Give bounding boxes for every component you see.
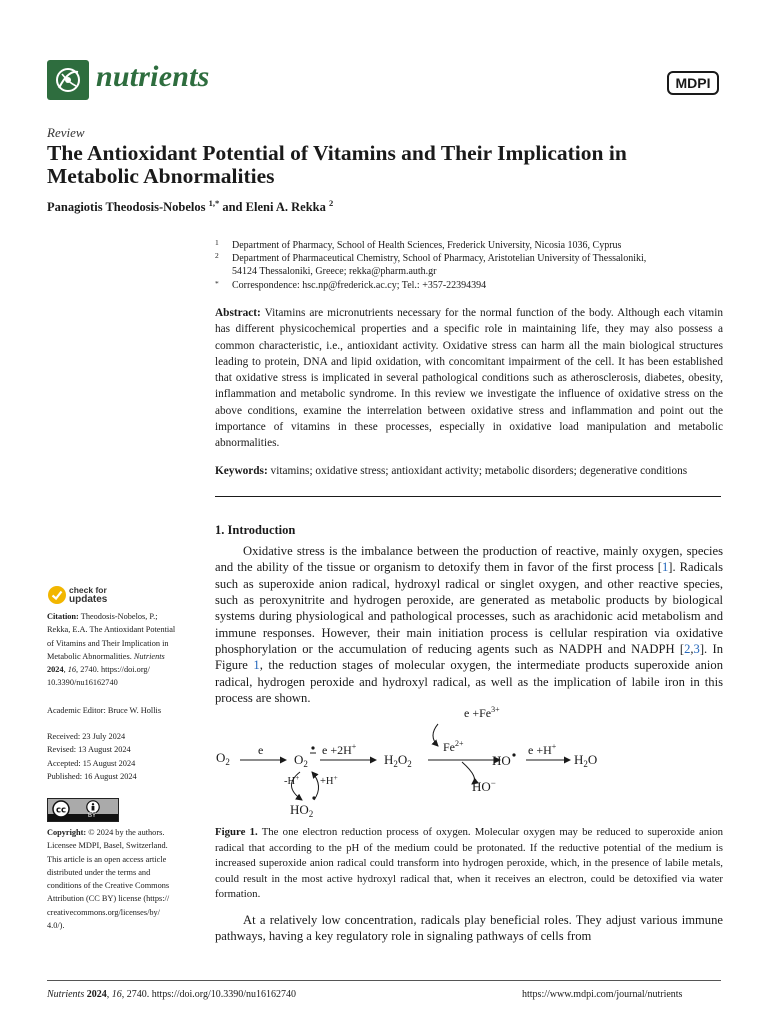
intro-paragraph-2: [215, 912, 723, 945]
copyright-line: 4.0/).: [47, 921, 65, 931]
superscript: +: [551, 742, 557, 751]
species-superoxide: O: [294, 752, 304, 767]
publisher-logo[interactable]: MDPI: [667, 71, 719, 95]
check-for-updates-label[interactable]: [69, 586, 107, 604]
author-list: [47, 197, 334, 215]
affiliation-text: Department of Pharmaceutical Chemistry, School of Pharmacy, Aristotelian University of Thessaloniki,: [232, 253, 647, 264]
journal-name: nutrients: [96, 60, 210, 93]
footer-divider: [47, 980, 721, 981]
copyright-label: Copyright:: [47, 828, 87, 837]
reagent-e-h: e +H: [528, 743, 552, 757]
species-ho2: HO: [290, 802, 309, 817]
check-line-1: check for: [69, 585, 107, 595]
superscript: 2+: [455, 739, 464, 748]
cc-by-icon: [48, 799, 118, 821]
radical-dot: [312, 796, 315, 799]
affiliation-text-cont: 54124 Thessaloniki, Greece; rekka@pharm.auth.gr: [232, 266, 437, 277]
check-for-updates-button[interactable]: [47, 585, 67, 610]
text-run: Oxidative stress is the imbalance between the production of reactive, mainly oxygen, species and the ability of the tissue or organism to detoxify them in favor of the first process [: [215, 544, 723, 575]
correspondence-mark: *: [215, 279, 219, 288]
section-heading: 1. Introduction: [215, 523, 296, 537]
cc-label: BY: [88, 813, 97, 819]
svg-text:-H+: [284, 773, 299, 787]
svg-text:e +H+: [528, 742, 557, 757]
superscript: +: [333, 773, 338, 782]
svg-text:+H+: [320, 773, 338, 787]
species-h2o: H: [574, 752, 584, 767]
species-o2: O: [216, 750, 226, 765]
cc-by-license-badge[interactable]: [47, 798, 119, 822]
species-hydroxide: HO: [472, 779, 491, 794]
abstract-text: Vitamins are micronutrients necessary for the normal function of the body. Although each vitamin has different physicochemical properties and a specific role in maintaining life, they may also possess a common characteristic, i.e., antioxidant activity. Oxidative stress can harm all the main biological structures leading to protein, DNA and lipid oxidation, with concomitant impairment of the cell. It has been established that oxidative stress is implicated in several pathological conditions such as atherosclerosis, diabetes, obesity, inflammation and metabolic syndrome. In this review we investigate the influence of oxidative stress on the above conditions, examine the interrelation between oxidative stress and inflammation and point out the importance of vitamins in these processes, especially in oxidative load manipulation and metabolic abnormalities.: [215, 307, 724, 450]
citation-label: Citation:: [47, 612, 79, 621]
date-accepted: Accepted: 15 August 2024: [47, 758, 136, 768]
text-run: ,: [690, 642, 694, 657]
species-part: O: [397, 752, 408, 767]
reagent-e: e: [258, 743, 264, 757]
caption-text: The one electron reduction process of oxygen. Molecular oxygen may be reduced to superoxide anion radical that according to the pH of the medium could be protonated. If the reductive potential of the medium is increased superoxide anion radical could transform into hydrogen peroxide, which, in the presence of labile metals, could result in the most active hydroxyl radical that, when it receives an electron, could be detoxified via water formation.: [215, 826, 723, 900]
subscript: 2: [225, 757, 230, 767]
svg-text:O2: [294, 752, 308, 769]
dates-block: [47, 730, 197, 783]
svg-text:HO−: [472, 778, 496, 794]
figure-link[interactable]: 1: [253, 658, 260, 673]
footer-journal-url[interactable]: https://www.mdpi.com/journal/nutrients: [522, 989, 683, 1000]
article-type: Review: [47, 125, 85, 140]
svg-text:e +Fe3+: [464, 705, 500, 720]
species-part: O: [587, 752, 598, 767]
citation-journal: Nutrients: [133, 651, 165, 661]
date-published: Published: 16 August 2024: [47, 771, 137, 781]
keywords-label: Keywords:: [215, 465, 268, 477]
subscript: 2: [393, 759, 398, 769]
footer-doi[interactable]: , 2740. https://doi.org/10.3390/nu16162740: [121, 989, 297, 1000]
copyright-line: Licensee MDPI, Basel, Switzerland.: [47, 841, 168, 851]
journal-logo[interactable]: [47, 60, 89, 100]
author-name[interactable]: Eleni A. Rekka: [245, 200, 326, 214]
svg-text:O2: [216, 750, 230, 767]
check-line-2: updates: [69, 594, 108, 605]
text-run: ]. In Figure: [215, 642, 723, 673]
citation-doi-link[interactable]: 10.3390/nu16162740: [47, 678, 118, 688]
citation-doi-prefix: , 2740. https://doi.org/: [76, 665, 150, 675]
journal-logo-icon: [47, 60, 89, 100]
reagent-e-2h: e +2H: [322, 743, 352, 757]
citation-line: Theodosis-Nobelos, P.;: [80, 612, 158, 621]
author-affiliation-mark: 2: [329, 197, 334, 208]
deprotonation-arrow: [312, 772, 319, 800]
reagent-minus-h: -H: [284, 776, 296, 787]
copyright-block: [47, 826, 197, 932]
text-run: At a relatively low concentration, radicals play beneficial roles. They adjust various immune pathways, having a key regulatory role in signaling pathways of cells from: [215, 913, 723, 944]
citation-line: Rekka, E.A. The Antioxidant Potential: [47, 625, 176, 635]
text-run: , the reduction stages of molecular oxygen, the intermediate products superoxide anion radical, hydrogen peroxide and hydroxyl radical, as well as the implication of labile iron in this process are shown.: [215, 658, 724, 706]
author-affiliation-mark: 1,*: [208, 197, 220, 208]
svg-text:cc: cc: [56, 805, 67, 816]
footer-journal: Nutrients: [47, 989, 85, 1000]
citation-line: of Vitamins and Their Implication in: [47, 638, 169, 648]
license-link[interactable]: creativecommons.org/licenses/by/: [47, 907, 160, 917]
citation-volume: 16: [67, 665, 77, 675]
date-revised: Revised: 13 August 2024: [47, 745, 131, 755]
radical-dot: [311, 746, 314, 749]
reference-link[interactable]: 1: [662, 560, 669, 575]
superscript: +: [295, 773, 300, 782]
radical-dot: [512, 753, 515, 756]
iron-curved-arrow: [433, 724, 438, 746]
check-updates-icon: [47, 585, 67, 605]
footer-year: 2024: [86, 989, 107, 1000]
author-name[interactable]: Panagiotis Theodosis-Nobelos: [47, 200, 206, 214]
article-title: [47, 142, 737, 188]
copyright-line: Attribution (CC BY) license (https://: [47, 894, 170, 904]
species-hydroxyl-radical: HO: [492, 753, 511, 768]
svg-text:e +2H+: [322, 742, 357, 757]
copyright-line: conditions of the Creative Commons: [47, 881, 170, 891]
footer-citation: Nutrients 2024, 16, 2740. https://doi.org/10.3390/nu16162740: [47, 989, 297, 1000]
footer-volume: 16: [111, 989, 122, 1000]
svg-text:H2O2: [384, 752, 412, 769]
affiliation-number: 2: [215, 251, 219, 260]
academic-editor: Academic Editor: Bruce W. Hollis: [47, 706, 162, 715]
copyright-line: © 2024 by the authors.: [88, 828, 165, 837]
caption-label: Figure 1.: [215, 826, 258, 838]
superscript: +: [351, 742, 357, 751]
species-fe2: Fe: [443, 740, 455, 754]
affiliation-text: Department of Pharmacy, School of Health Sciences, Frederick University, Nicosia 1036, Cyprus: [232, 240, 622, 251]
reagent-e-fe3: e +Fe: [464, 706, 492, 720]
date-received: Received: 23 July 2024: [47, 732, 126, 741]
abstract: [215, 305, 723, 452]
subscript: 2: [407, 759, 412, 769]
copyright-line: This article is an open access article: [47, 854, 167, 864]
title-line-1: The Antioxidant Potential of Vitamins and Their Implication in: [47, 141, 627, 165]
reagent-plus-h: +H: [320, 776, 334, 787]
superscript: 3+: [491, 705, 500, 714]
reference-link[interactable]: 2: [684, 642, 691, 657]
svg-text:H2O: [574, 752, 597, 769]
keywords-text: vitamins; oxidative stress; antioxidant activity; metabolic disorders; degenerative conditions: [270, 465, 688, 477]
figure-1-reaction-scheme: [210, 700, 730, 825]
intro-paragraph-1: [215, 543, 723, 706]
figure-1-caption: [215, 825, 723, 903]
title-line-2: Metabolic Abnormalities: [47, 164, 275, 188]
citation-block: Citation: Theodosis-Nobelos, P.; Rekka, E.A. The Antioxidant Potential of Vitamins and Their Implication in Metabolic Abnormalities. Nutrients 2024, 16, 2740. https://doi.org/ 10.3390/nu16162740: [47, 610, 197, 690]
svg-text:HO2: [290, 802, 313, 819]
subscript: 2: [308, 809, 314, 819]
svg-text:Fe2+: [443, 739, 464, 754]
citation-year: 2024: [47, 665, 64, 675]
affiliation-number: 1: [215, 238, 219, 247]
copyright-line: distributed under the terms and: [47, 867, 151, 877]
subscript: 2: [303, 759, 308, 769]
reference-link[interactable]: 3: [693, 642, 700, 657]
author-joiner: and: [222, 200, 243, 214]
text-run: ]. Radicals such as superoxide anion radical, hydroxyl radical or singlet oxygen, and other reactive species, such as peroxynitrite and hydrogen peroxide, are generated as metabolic products by biological systems during physiological and pathological processes, such as arachidonic acid metabolism and immune responses. However, their main initiation process is cellular respiration via oxidative phosphorylation or the accumulation of reducing agents such as NADPH and NADPH [: [215, 560, 724, 657]
correspondence-text: Correspondence: hsc.np@frederick.ac.cy; Tel.: +357-22394394: [232, 280, 487, 291]
section-divider: [215, 496, 721, 497]
species-h2o2: H: [384, 752, 394, 767]
citation-line: Metabolic Abnormalities.: [47, 651, 132, 661]
subscript: 2: [583, 759, 588, 769]
abstract-label: Abstract:: [215, 307, 261, 319]
keywords: [215, 463, 735, 479]
superscript: −: [490, 778, 496, 788]
